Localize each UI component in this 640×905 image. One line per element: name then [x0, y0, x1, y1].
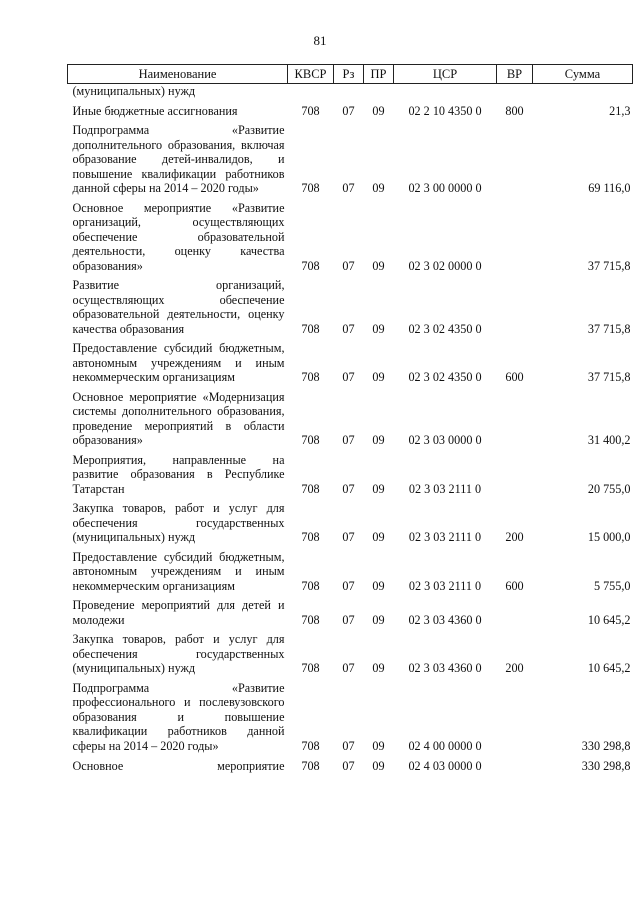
row-name: Основное мероприятие «Модернизация системы дополнительного образования, проведение мероприятий в области образования» [72, 389, 285, 447]
table-row [68, 385, 633, 448]
row-kvsr: 708 [301, 759, 320, 773]
row-sum: 10 645,2 [587, 612, 631, 627]
row-vr: 200 [505, 530, 524, 544]
row-vr [497, 676, 533, 754]
row-name: Подпрограмма «Развитие профессионального и послевузовского образования и повышение квалификации работников данной сферы на 2014 – 2020 годы» [72, 680, 285, 753]
row-vr [497, 753, 533, 774]
header-csr: ЦСР [394, 65, 497, 84]
row-csr: 02 3 03 0000 0 [408, 433, 482, 447]
row-csr: 02 3 02 4350 0 [408, 321, 482, 336]
row-vr: 600 [505, 370, 524, 384]
row-csr: 02 2 10 4350 0 [408, 103, 482, 118]
row-sum: 15 000,0 [587, 530, 631, 544]
row-kvsr: 708 [301, 258, 320, 273]
table-row [68, 196, 633, 274]
row-kvsr: 708 [301, 578, 320, 593]
row-vr [497, 196, 533, 274]
row-pr: 09 [372, 370, 385, 384]
row-kvsr: 708 [301, 370, 320, 384]
row-name: Предоставление субсидий бюджетным, автономным учреждениям и иным некоммерческим организациям [72, 549, 285, 593]
row-sum: 37 715,8 [587, 370, 631, 384]
row-kvsr: 708 [301, 661, 320, 675]
row-csr: 02 3 03 2111 0 [408, 481, 482, 496]
row-csr: 02 3 00 0000 0 [408, 181, 482, 195]
row-csr: 02 3 03 2111 0 [408, 530, 482, 544]
row-csr [394, 84, 497, 99]
row-rz [334, 84, 364, 99]
row-name: Проведение мероприятий для детей и молодежи [72, 598, 285, 627]
row-vr [497, 593, 533, 627]
row-vr: 200 [505, 661, 524, 675]
row-pr [364, 84, 394, 99]
row-name: (муниципальных) нужд [72, 84, 196, 98]
row-pr: 09 [372, 103, 385, 118]
row-sum: 5 755,0 [593, 578, 631, 593]
row-vr [497, 84, 533, 99]
row-name: Закупка товаров, работ и услуг для обеспечения государственных (муниципальных) нужд [72, 632, 285, 675]
row-name: Основное мероприятие [72, 759, 285, 773]
row-kvsr: 708 [301, 181, 320, 195]
row-sum: 37 715,8 [587, 258, 631, 273]
row-sum: 330 298,8 [581, 759, 631, 773]
table-row [68, 676, 633, 754]
row-csr: 02 3 02 4350 0 [408, 370, 482, 384]
row-rz: 07 [342, 258, 355, 273]
row-pr: 09 [372, 738, 385, 753]
table-row [68, 448, 633, 497]
row-csr: 02 4 03 0000 0 [408, 759, 482, 773]
row-name: Развитие организаций, осуществляющих обеспечение образовательной деятельности, оценку качества образования [72, 278, 285, 336]
row-sum [533, 84, 633, 99]
row-rz: 07 [342, 759, 355, 773]
row-rz: 07 [342, 738, 355, 753]
row-csr: 02 3 03 4360 0 [408, 661, 482, 675]
table-header-row [68, 65, 633, 84]
row-pr: 09 [372, 258, 385, 273]
row-pr: 09 [372, 433, 385, 447]
budget-table [67, 64, 633, 774]
table-row [68, 84, 633, 99]
row-sum: 10 645,2 [587, 661, 631, 675]
row-vr: 800 [505, 103, 524, 118]
row-rz: 07 [342, 530, 355, 544]
row-rz: 07 [342, 181, 355, 195]
row-vr [497, 273, 533, 336]
table-row [68, 627, 633, 676]
row-kvsr: 708 [301, 103, 320, 118]
header-rz: Рз [334, 65, 364, 84]
table-row [68, 753, 633, 774]
row-pr: 09 [372, 612, 385, 627]
row-name: Мероприятия, направленные на развитие образования в Республике Татарстан [72, 452, 285, 496]
page-number: 81 [313, 33, 327, 48]
row-rz: 07 [342, 103, 355, 118]
row-rz: 07 [342, 578, 355, 593]
row-rz: 07 [342, 370, 355, 384]
row-kvsr: 708 [301, 530, 320, 544]
header-name: Наименование [68, 65, 288, 84]
row-vr: 600 [505, 578, 524, 593]
table-row [68, 99, 633, 119]
row-csr: 02 3 02 0000 0 [408, 258, 482, 273]
row-kvsr: 708 [301, 481, 320, 496]
header-kvsr: КВСР [288, 65, 334, 84]
row-kvsr: 708 [301, 612, 320, 627]
row-sum: 69 116,0 [588, 181, 631, 195]
table-row [68, 593, 633, 627]
row-rz: 07 [342, 433, 355, 447]
row-kvsr: 708 [301, 321, 320, 336]
row-rz: 07 [342, 612, 355, 627]
row-vr [497, 385, 533, 448]
table-row [68, 336, 633, 385]
row-name: Подпрограмма «Развитие дополнительного образования, включая образование детей-инвалидов, и повышение квалификации работников данной сферы на 2014 – 2020 годы» [72, 123, 285, 195]
row-rz: 07 [342, 321, 355, 336]
row-sum: 330 298,8 [581, 738, 631, 753]
row-pr: 09 [372, 530, 385, 544]
row-csr: 02 3 03 2111 0 [408, 578, 482, 593]
row-kvsr [288, 84, 334, 99]
row-pr: 09 [372, 321, 385, 336]
row-pr: 09 [372, 578, 385, 593]
row-kvsr: 708 [301, 738, 320, 753]
row-pr: 09 [372, 759, 385, 773]
header-vr: ВР [497, 65, 533, 84]
row-sum: 37 715,8 [587, 321, 631, 336]
row-sum: 21,3 [609, 103, 631, 118]
table-row [68, 545, 633, 594]
row-kvsr: 708 [301, 433, 320, 447]
row-pr: 09 [372, 181, 385, 195]
row-name: Основное мероприятие «Развитие организаций, осуществляющих обеспечение образовательной деятельности, оценку качества образования» [72, 200, 285, 273]
header-pr: ПР [364, 65, 394, 84]
row-rz: 07 [342, 661, 355, 675]
row-rz: 07 [342, 481, 355, 496]
table-row [68, 496, 633, 545]
row-csr: 02 4 00 0000 0 [408, 738, 482, 753]
row-pr: 09 [372, 481, 385, 496]
row-name: Закупка товаров, работ и услуг для обеспечения государственных (муниципальных) нужд [72, 501, 285, 544]
row-pr: 09 [372, 661, 385, 675]
table-row [68, 118, 633, 196]
row-csr: 02 3 03 4360 0 [408, 612, 482, 627]
row-vr [497, 118, 533, 196]
header-sum: Сумма [533, 65, 633, 84]
row-sum: 31 400,2 [587, 433, 631, 447]
table-row [68, 273, 633, 336]
row-sum: 20 755,0 [587, 481, 631, 496]
row-name: Предоставление субсидий бюджетным, автономным учреждениям и иным некоммерческим организациям [72, 341, 285, 384]
row-vr [497, 448, 533, 497]
row-name: Иные бюджетные ассигнования [72, 103, 238, 118]
